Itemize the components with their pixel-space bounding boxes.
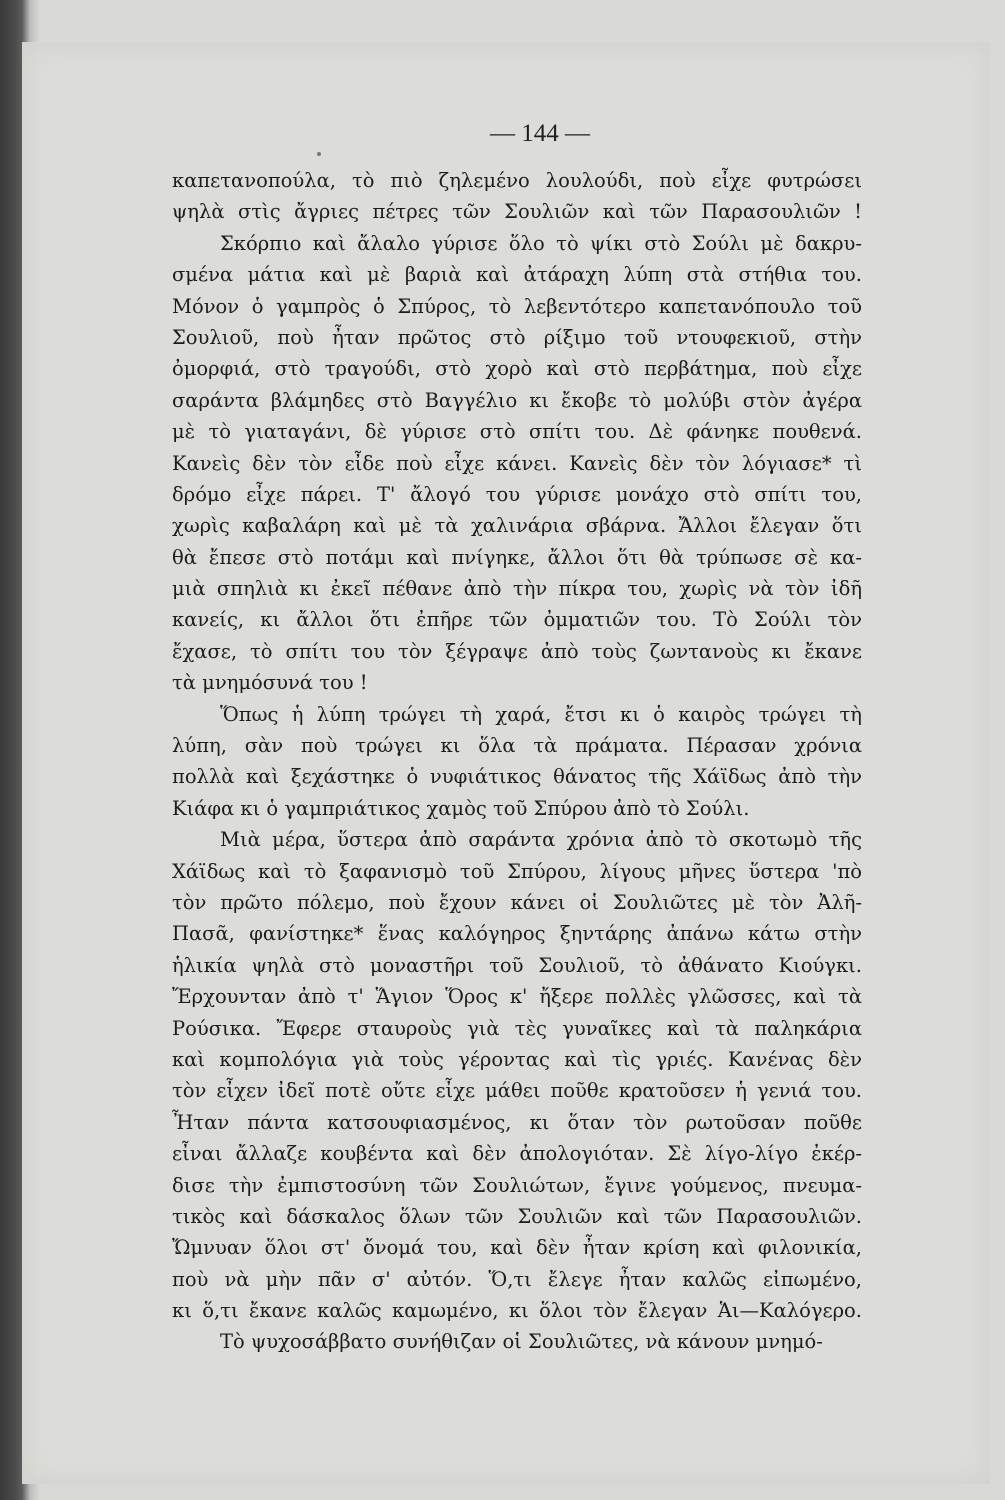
text-line: Μόνον ὁ γαμπρὸς ὁ Σπύρος, τὸ λεβεντότερο καπετανόπουλο τοῦ — [172, 294, 862, 318]
text-line: πολλὰ καὶ ξεχάστηκε ὁ νυφιάτικος θάνατος τῆς Χάϊδως ἀπὸ τὴν — [172, 765, 862, 789]
page-number: — 144 — — [490, 120, 590, 147]
text-line: δρόμο εἶχε πάρει. Τ' ἄλογό του γύρισε μονάχο στὸ σπίτι του, — [172, 482, 862, 506]
text-line: μὲ τὸ γιαταγάνι, δὲ γύρισε στὸ σπίτι του. Δὲ φάνηκε πουθενά. — [172, 420, 862, 444]
text-line: Ἦταν πάντα κατσουφιασμένος, κι ὅταν τὸν ρωτοῦσαν ποῦθε — [172, 1110, 862, 1134]
text-line: Σκόρπιο καὶ ἄλαλο γύρισε ὅλο τὸ ψίκι στὸ Σούλι μὲ δακρυ- — [220, 231, 862, 255]
text-line: καὶ κομπολόγια γιὰ τοὺς γέροντας καὶ τὶς γριές. Κανένας δὲν — [172, 1047, 862, 1071]
text-line: τικὸς καὶ δάσκαλος ὅλων τῶν Σουλιῶν καὶ τῶν Παρασουλιῶν. — [172, 1204, 862, 1228]
text-line: Ρούσικα. Ἔφερε σταυροὺς γιὰ τὲς γυναῖκες καὶ τὰ παληκάρια — [172, 1016, 862, 1040]
text-line: Ὅπως ἡ λύπη τρώγει τὴ χαρά, ἔτσι κι ὁ καιρὸς τρώγει τὴ — [220, 702, 862, 726]
text-line: τὰ μνημόσυνά του ! — [172, 671, 368, 695]
text-line: σαράντα βλάμηδες στὸ Βαγγέλιο κι ἔκοβε τὸ μολύβι στὸν ἀγέρα — [172, 388, 862, 412]
text-line: εἶναι ἄλλαζε κουβέντα καὶ δὲν ἀπολογιόταν. Σὲ λίγο-λίγο ἐκέρ- — [172, 1142, 862, 1166]
text-line: θὰ ἔπεσε στὸ ποτάμι καὶ πνίγηκε, ἄλλοι ὅτι θὰ τρύπωσε σὲ κα- — [172, 545, 862, 569]
text-line: Πασᾶ, φανίστηκε* ἕνας καλόγηρος ξηντάρης ἀπάνω κάτω στὴν — [172, 922, 862, 946]
text-line: ὀμορφιά, στὸ τραγούδι, στὸ χορὸ καὶ στὸ περβάτημα, ποὺ εἶχε — [172, 357, 862, 381]
text-line: Ἔρχουνταν ἀπὸ τ' Ἅγιον Ὅρος κ' ἤξερε πολλὲς γλῶσσες, καὶ τὰ — [172, 985, 862, 1009]
text-line: κανείς, κι ἄλλοι ὅτι ἐπῆρε τῶν ὀμματιῶν του. Τὸ Σούλι τὸν — [172, 608, 862, 632]
text-line: ἔχασε, τὸ σπίτι του τὸν ξέγραψε ἀπὸ τοὺς ζωντανοὺς κι ἔκανε — [172, 639, 862, 663]
text-line: μιὰ σπηλιὰ κι ἐκεῖ πέθανε ἀπὸ τὴν πίκρα του, χωρὶς νὰ τὸν ἰδῆ — [172, 577, 862, 601]
text-line: Σουλιοῦ, ποὺ ἦταν πρῶτος στὸ ρίξιμο τοῦ ντουφεκιοῦ, στὴν — [172, 325, 862, 349]
text-line: ἡλικία ψηλὰ στὸ μοναστῆρι τοῦ Σουλιοῦ, τὸ ἀθάνατο Κιούγκι. — [172, 953, 862, 977]
text-line: Κανεὶς δὲν τὸν εἶδε ποὺ εἶχε κάνει. Κανεὶς δὲν τὸν λόγιασε* τὶ — [172, 451, 862, 475]
text-line: λύπη, σὰν ποὺ τρώγει κι ὅλα τὰ πράματα. Πέρασαν χρόνια — [172, 734, 862, 758]
text-line: Χάϊδως καὶ τὸ ξαφανισμὸ τοῦ Σπύρου, λίγους μῆνες ὕστερα 'πὸ — [172, 859, 862, 883]
text-line: καπετανοπούλα, τὸ πιὸ ζηλεμένο λουλούδι, ποὺ εἶχε φυτρώσει — [172, 169, 862, 192]
text-line: δισε τὴν ἐμπιστοσύνη τῶν Σουλιώτων, ἔγινε γούμενος, πνευμα- — [172, 1173, 862, 1197]
text-line: Κιάφα κι ὁ γαμπριάτικος χαμὸς τοῦ Σπύρου ἀπὸ τὸ Σούλι. — [172, 796, 750, 820]
text-line: τὸν εἶχεν ἰδεῖ ποτὲ οὔτε εἶχε μάθει ποῦθε κρατοῦσεν ἡ γενιά του. — [172, 1079, 862, 1103]
text-line: σμένα μάτια καὶ μὲ βαριὰ καὶ ἀτάραχη λύπη στὰ στήθια του. — [172, 263, 862, 287]
print-speck — [317, 152, 321, 156]
text-line: Τὸ ψυχοσάββατο συνήθιζαν οἱ Σουλιῶτες, νὰ κάνουν μνημό- — [220, 1330, 823, 1354]
text-line: χωρὶς καβαλάρη καὶ μὲ τὰ χαλινάρια σβάρνα. Ἄλλοι ἔλεγαν ὅτι — [172, 514, 862, 538]
text-line: ποὺ νὰ μὴν πᾶν σ' αὐτόν. Ὅ,τι ἔλεγε ἦταν καλῶς εἰπωμένο, — [172, 1267, 862, 1291]
text-line: τὸν πρῶτο πόλεμο, ποὺ ἔχουν κάνει οἱ Σουλιῶτες μὲ τὸν Ἀλῆ- — [172, 890, 862, 914]
text-line: Μιὰ μέρα, ὕστερα ἀπὸ σαράντα χρόνια ἀπὸ τὸ σκοτωμὸ τῆς — [220, 828, 862, 852]
text-line: Ὤμνυαν ὅλοι στ' ὄνομά του, καὶ δὲν ἦταν κρίση καὶ φιλονικία, — [172, 1236, 862, 1260]
text-line: κι ὅ,τι ἔκανε καλῶς καμωμένο, κι ὅλοι τὸν ἔλεγαν Ἁι—Καλόγερο. — [172, 1299, 862, 1323]
body-text — [172, 165, 862, 1358]
text-line: ψηλὰ στὶς ἄγριες πέτρες τῶν Σουλιῶν καὶ τῶν Παρασουλιῶν ! — [172, 200, 862, 224]
